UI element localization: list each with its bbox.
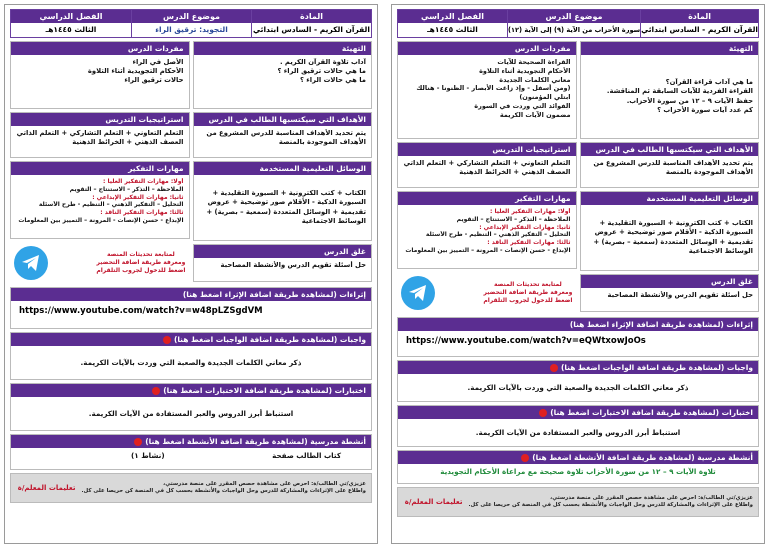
warmup-line: حفظ الآيات ٩ – ١٢ من سورة الأحزاب. — [626, 96, 753, 105]
strategy-line: العصف الذهني + الخرائط الذهنية — [72, 138, 184, 147]
notes-line: عزيزي/تي الطالب/ة: احرص على مشاهدة حصص المقرر على منصة مدرستي، — [550, 494, 753, 501]
strategies-heading: استراتيجيات التدريس — [11, 113, 189, 126]
vocab-heading: مفردات الدرس — [11, 42, 189, 55]
topic-value: التجويد: ترقيق الراء — [132, 23, 251, 37]
vocab-line: الأحكام التجويدية أثناء التلاوة — [479, 66, 571, 75]
media-box — [193, 161, 373, 241]
vocab-line: معاني الكلمات الجديدة — [499, 75, 571, 84]
record-icon — [521, 454, 529, 462]
thinking-line: الملاحظة – التذكر – الاستنتاج – التقويم — [456, 215, 571, 223]
header-table — [10, 9, 372, 38]
warmup-line: القراءة الفردية للآيات السابقة ثم المناقشة. — [606, 87, 753, 96]
thinking-line: ثانيا: مهارات التفكير الإبداعي : — [92, 193, 184, 201]
header-table — [397, 9, 759, 38]
warmup-heading: التهيئة — [581, 42, 759, 55]
subject-value: القرآن الكريم - السادس ابتدائي — [641, 23, 758, 37]
promo-line: اضغط للدخول لجروب التلقرام — [96, 266, 186, 274]
closing-text: حل أسئلة تقويم الدرس والأنشطة المصاحبة — [220, 261, 366, 269]
strategies-box — [397, 142, 577, 188]
promo-line: اضغط للدخول لجروب التلقرام — [483, 296, 573, 304]
objectives-text: يتم تحديد الأهداف المناسبة للدرس المشروع من الأهداف الموجودة بالمنصة — [206, 129, 366, 147]
subject-value: القرآن الكريم - السادس ابتدائي — [252, 23, 371, 37]
tests-box — [10, 383, 372, 431]
strategy-line: العصف الذهني + الخرائط الذهنية — [459, 168, 571, 177]
activity-text: تلاوة الآيات ٩ – ١٢ من سورة الأحزاب تلاوة صحيحة مع مراعاة الأحكام التجويدية — [440, 467, 716, 476]
objectives-box — [193, 112, 373, 158]
term-value: الثالث ١٤٤٥هـ — [11, 23, 131, 37]
thinking-line: التحليل – التفكير الذهني – التنظيم - طرح الأسئلة — [38, 201, 184, 209]
thinking-line: أولا: مهارات التفكير العليا : — [103, 178, 184, 185]
record-icon — [134, 438, 142, 446]
thinking-box — [10, 161, 190, 239]
lesson-plan-page-right — [391, 4, 765, 544]
notes-line: واطلاع على الإثراءات والمشاركة للدرس وحل الواجبات والأنشطة بحسب كل في المنصة كن حريصا على كل. — [81, 488, 366, 494]
teacher-notes — [397, 487, 759, 517]
thinking-line: التحليل – التفكير الذهني – التنظيم - طرح الأسئلة — [425, 231, 571, 239]
activities-box — [10, 434, 372, 470]
thinking-line: أولا: مهارات التفكير العليا : — [490, 208, 571, 215]
vocab-line: الأصل في الراء — [132, 58, 184, 66]
closing-heading: غلق الدرس — [581, 275, 759, 288]
homework-box — [397, 360, 759, 402]
record-icon — [550, 364, 558, 372]
telegram-icon[interactable] — [14, 246, 48, 280]
warmup-line: آداب تلاوة القرآن الكريم . — [279, 58, 366, 66]
vocab-line: الفوائد التي وردت في السورة — [474, 101, 571, 110]
tests-box — [397, 405, 759, 447]
thinking-line: الإبداع - حسن الإنصات - المرونة – التمييز بين المعلومات — [405, 246, 571, 254]
notes-line: واطلاع على الإثراءات والمشاركة للدرس وحل الواجبات والأنشطة بحسب كل في المنصة كن حريصا على كل. — [468, 502, 753, 508]
warmup-line: ما هي حالات الراء ؟ — [299, 76, 366, 85]
tests-heading[interactable]: اختبارات (لمشاهدة طريقة اضافة الاختبارات اضغط هنا) — [163, 386, 366, 395]
strategies-box — [10, 112, 190, 158]
enrichment-link[interactable]: https://www.youtube.com/watch?v=eQWtxowJoOs — [406, 336, 646, 346]
closing-box — [580, 274, 760, 312]
thinking-line: الملاحظة – التذكر – الاستنتاج – التقويم — [69, 185, 184, 193]
closing-heading: غلق الدرس — [194, 245, 372, 258]
activities-box — [397, 450, 759, 484]
warmup-line: كم عدد آيات سورة الأحزاب ؟ — [657, 105, 753, 114]
warmup-heading: التهيئة — [194, 42, 372, 55]
media-text: الكتاب + كتب الكترونية + السبورة التقليدية + السبورة الذكية - الأقلام صور توضيحية + عروض تقديمية + الوسائل المتعددة (سمعية – بصرية) + الوسائط الاجتماعية — [206, 189, 366, 225]
strategy-line: التعلم التعاوني + التعلم التشاركي + التعلم الذاتي — [403, 159, 571, 167]
vocab-line: الأحكام التجويدية أثناء التلاوة — [87, 67, 184, 76]
enrichment-link[interactable]: https://www.youtube.com/watch?v=w48pLZSgdVM — [19, 306, 263, 316]
closing-box — [193, 244, 373, 282]
notes-label: تعليمات المعلم/ة — [404, 498, 463, 506]
telegram-promo[interactable] — [10, 242, 190, 284]
vocab-line: حالات ترقيق الراء — [124, 76, 184, 85]
promo-line: ومعرفة طريقة اضافة التحضير — [96, 259, 186, 267]
promo-line: لمتابعة تحديثات المنصة — [494, 281, 562, 289]
lesson-plan-page-left — [4, 4, 378, 544]
vocab-line: القراءة الصحيحة للآيات — [497, 58, 571, 66]
subject-label: المادة — [252, 10, 371, 23]
telegram-promo[interactable] — [397, 272, 577, 314]
thinking-line: ثالثا: مهارات التفكير الناقد : — [487, 239, 571, 247]
media-heading: الوسائل التعليمية المستخدمة — [194, 162, 372, 175]
objectives-heading: الأهداف التي سيكتسبها الطالب في الدرس — [581, 143, 759, 156]
vocab-box — [10, 41, 190, 109]
thinking-line: الإبداع - حسن الإنصات - المرونة – التمييز بين المعلومات — [18, 216, 184, 224]
objectives-box — [580, 142, 760, 188]
strategy-line: التعلم التعاوني + التعلم التشاركي + التعلم الذاتي — [16, 129, 184, 137]
teacher-notes — [10, 473, 372, 503]
warmup-box — [193, 41, 373, 109]
warmup-line: ما هي حالات ترقيق الراء ؟ — [277, 67, 366, 76]
thinking-line: ثانيا: مهارات التفكير الإبداعي : — [479, 223, 571, 231]
homework-text: ذكر معاني الكلمات الجديدة والصعبة التي وردت بالآيات الكريمة. — [80, 357, 302, 367]
activity-number: (نشاط ١) — [131, 451, 165, 460]
thinking-heading: مهارات التفكير — [398, 192, 576, 205]
term-label: الفصل الدراسي — [11, 10, 131, 23]
record-icon — [163, 336, 171, 344]
topic-label: موضوع الدرس — [132, 10, 251, 23]
warmup-line: ما هي آداب قراءة القرآن؟ — [665, 78, 753, 87]
enrichment-box — [10, 287, 372, 329]
homework-heading[interactable]: واجبات (لمشاهدة طريقة اضافة الواجبات اضغط هنا) — [173, 335, 366, 344]
record-icon — [539, 409, 547, 417]
tests-text: استنباط أبرز الدروس والعبر المستفادة من الآيات الكريمة. — [88, 408, 294, 418]
thinking-line: ثالثا: مهارات التفكير الناقد : — [100, 209, 184, 217]
enrichment-heading[interactable]: إثراءات (لمشاهدة طريقة اضافة الإثراء اضغط هنا) — [11, 288, 371, 301]
vocab-line: (ومن أسفل - وإذ زاغت الأبصار - الظنونا - هنالك ابتلي المؤمنون) — [416, 84, 571, 102]
objectives-heading: الأهداف التي سيكتسبها الطالب في الدرس — [194, 113, 372, 126]
enrichment-heading[interactable]: إثراءات (لمشاهدة طريقة اضافة الإثراء اضغط هنا) — [398, 318, 758, 331]
homework-text: ذكر معاني الكلمات الجديدة والصعبة التي وردت بالآيات الكريمة. — [467, 382, 689, 392]
enrichment-box — [397, 317, 759, 357]
media-text: الكتاب + كتب الكترونية + السبورة التقليدية + السبورة الذكية - الأقلام صور توضيحية + عروض تقديمية + الوسائل المتعددة (سمعية – بصرية) + الوسائط الاجتماعية — [593, 219, 753, 255]
thinking-heading: مهارات التفكير — [11, 162, 189, 175]
term-label: الفصل الدراسي — [398, 10, 507, 23]
vocab-box — [397, 41, 577, 139]
tests-text: استنباط أبرز الدروس والعبر المستفادة من الآيات الكريمة. — [475, 427, 681, 437]
closing-text: حل أسئلة تقويم الدرس والأنشطة المصاحبة — [607, 291, 753, 299]
notes-label: تعليمات المعلم/ة — [17, 484, 76, 492]
promo-line: ومعرفة طريقة اضافة التحضير — [483, 289, 573, 297]
topic-value: سورة الأحزاب من الآية (٩) إلى الآية (١٢) — [508, 23, 640, 37]
objectives-text: يتم تحديد الأهداف المناسبة للدرس المشروع من الأهداف الموجودة بالمنصة — [593, 159, 753, 177]
strategies-heading: استراتيجيات التدريس — [398, 143, 576, 156]
record-icon — [152, 387, 160, 395]
subject-label: المادة — [641, 10, 758, 23]
activities-heading[interactable]: أنشطة مدرسية (لمشاهدة طريقة اضافة الأنشطة اضغط هنا) — [532, 453, 753, 462]
homework-box — [10, 332, 372, 380]
term-value: الثالث ١٤٤٥هـ — [398, 23, 507, 37]
media-heading: الوسائل التعليمية المستخدمة — [581, 192, 759, 205]
vocab-heading: مفردات الدرس — [398, 42, 576, 55]
activities-heading[interactable]: أنشطة مدرسية (لمشاهدة طريقة اضافة الأنشطة اضغط هنا) — [145, 437, 366, 446]
media-box — [580, 191, 760, 271]
tests-heading[interactable]: اختبارات (لمشاهدة طريقة اضافة الاختبارات اضغط هنا) — [550, 408, 753, 417]
promo-line: لمتابعة تحديثات المنصة — [107, 251, 175, 259]
warmup-box — [580, 41, 760, 139]
vocab-line: مضمون الآيات الكريمة — [499, 110, 571, 119]
thinking-box — [397, 191, 577, 269]
telegram-icon[interactable] — [401, 276, 435, 310]
topic-label: موضوع الدرس — [508, 10, 640, 23]
notes-line: عزيزي/تي الطالب/ة: احرص على مشاهدة حصص المقرر على منصة مدرستي، — [163, 480, 366, 487]
activity-page: كتاب الطالب صفحة — [272, 451, 341, 460]
homework-heading[interactable]: واجبات (لمشاهدة طريقة اضافة الواجبات اضغط هنا) — [560, 363, 753, 372]
